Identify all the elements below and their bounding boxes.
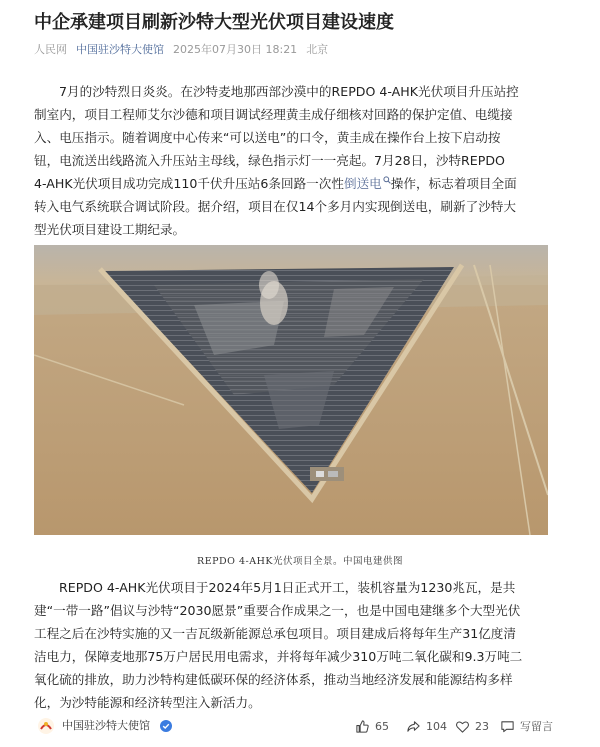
paragraph-text: 4-AHK光伏项目成功完成110千伏升压站6条回路一次性	[34, 176, 344, 191]
share-count: 104	[426, 719, 447, 733]
paragraph-1	[34, 80, 564, 241]
paragraph-line: 建“一带一路”倡议与沙特“2030愿景”重要合作成果之一，也是中国电建继多个大型光伏	[34, 603, 521, 618]
paragraph-line: 制室内，项目工程师艾尔沙德和项目调试经理黄圭成仔细核对回路的保护定值、电缆接	[34, 107, 513, 122]
share-button[interactable]	[406, 716, 447, 736]
comment-button[interactable]	[500, 716, 553, 736]
aerial-solar-farm-image	[34, 245, 548, 535]
photo-caption: REPDO 4-AHK光伏项目全景。中国电建供图	[197, 556, 403, 567]
favorite-count: 23	[475, 719, 489, 733]
article-footer	[0, 712, 600, 742]
paragraph-line: 化，为沙特能源和经济转型注入新活力。	[34, 695, 261, 710]
comment-label: 写留言	[520, 720, 553, 733]
inline-search-link[interactable]	[344, 176, 391, 191]
like-count: 65	[375, 719, 389, 733]
paragraph-text: 操作，标志着项目全面	[390, 176, 517, 191]
heart-icon	[455, 719, 470, 734]
paragraph-line: 洁电力，保障麦地那75万户居民用电需求，并将每年减少310万吨二氧化碳和9.3万吨二	[34, 649, 523, 664]
article-photo[interactable]	[34, 245, 548, 535]
paragraph-line: 氧化硫的排放，助力沙特构建低碳环保的经济体系，推动当地经济发展和能源结构多样	[34, 672, 513, 687]
paragraph-line: 钮，电流送出线路流入升压站主母线，绿色指示灯一一亮起。7月28日，沙特REPDO	[34, 153, 505, 168]
thumb-up-icon	[355, 719, 370, 734]
verified-badge-icon	[160, 720, 172, 732]
article-meta	[34, 42, 328, 58]
article-title: 中企承建项目刷新沙特大型光伏项目建设速度	[34, 12, 394, 33]
paragraph-line: 工程之后在沙特实施的又一吉瓦级新能源总承包项目。项目建成后将每年生产31亿度清	[34, 626, 516, 641]
like-button[interactable]	[355, 716, 389, 736]
footer-account-name[interactable]: 中国驻沙特大使馆	[62, 719, 150, 732]
account-avatar[interactable]	[38, 718, 54, 734]
comment-icon	[500, 719, 515, 734]
paragraph-line: 入、电压指示。随着调度中心传来“可以送电”的口令，黄圭成在操作台上按下启动按	[34, 130, 501, 145]
publish-datetime: 2025年07月30日 18:21	[173, 43, 298, 56]
paragraph-line: 转入电气系统联合调试阶段。据介绍，项目在仅14个多月内实现倒送电，刷新了沙特大	[34, 199, 516, 214]
article-source: 人民网	[34, 43, 67, 56]
paragraph-2	[34, 576, 564, 714]
favorite-button[interactable]	[455, 716, 489, 736]
search-link-icon	[383, 176, 391, 184]
paragraph-line	[34, 172, 564, 195]
paragraph-line: 7月的沙特烈日炎炎。在沙特麦地那西部沙漠中的REPDO 4-AHK光伏项目升压站控	[59, 84, 519, 99]
publish-location: 北京	[306, 43, 329, 56]
paragraph-line: 型光伏项目建设工期纪录。	[34, 222, 186, 237]
account-link[interactable]: 中国驻沙特大使馆	[76, 43, 164, 56]
paragraph-line: REPDO 4-AHK光伏项目于2024年5月1日正式开工，装机容量为1230兆瓦，是共	[59, 580, 516, 595]
share-icon	[406, 719, 421, 734]
inline-link-text[interactable]: 倒送电	[343, 176, 382, 191]
